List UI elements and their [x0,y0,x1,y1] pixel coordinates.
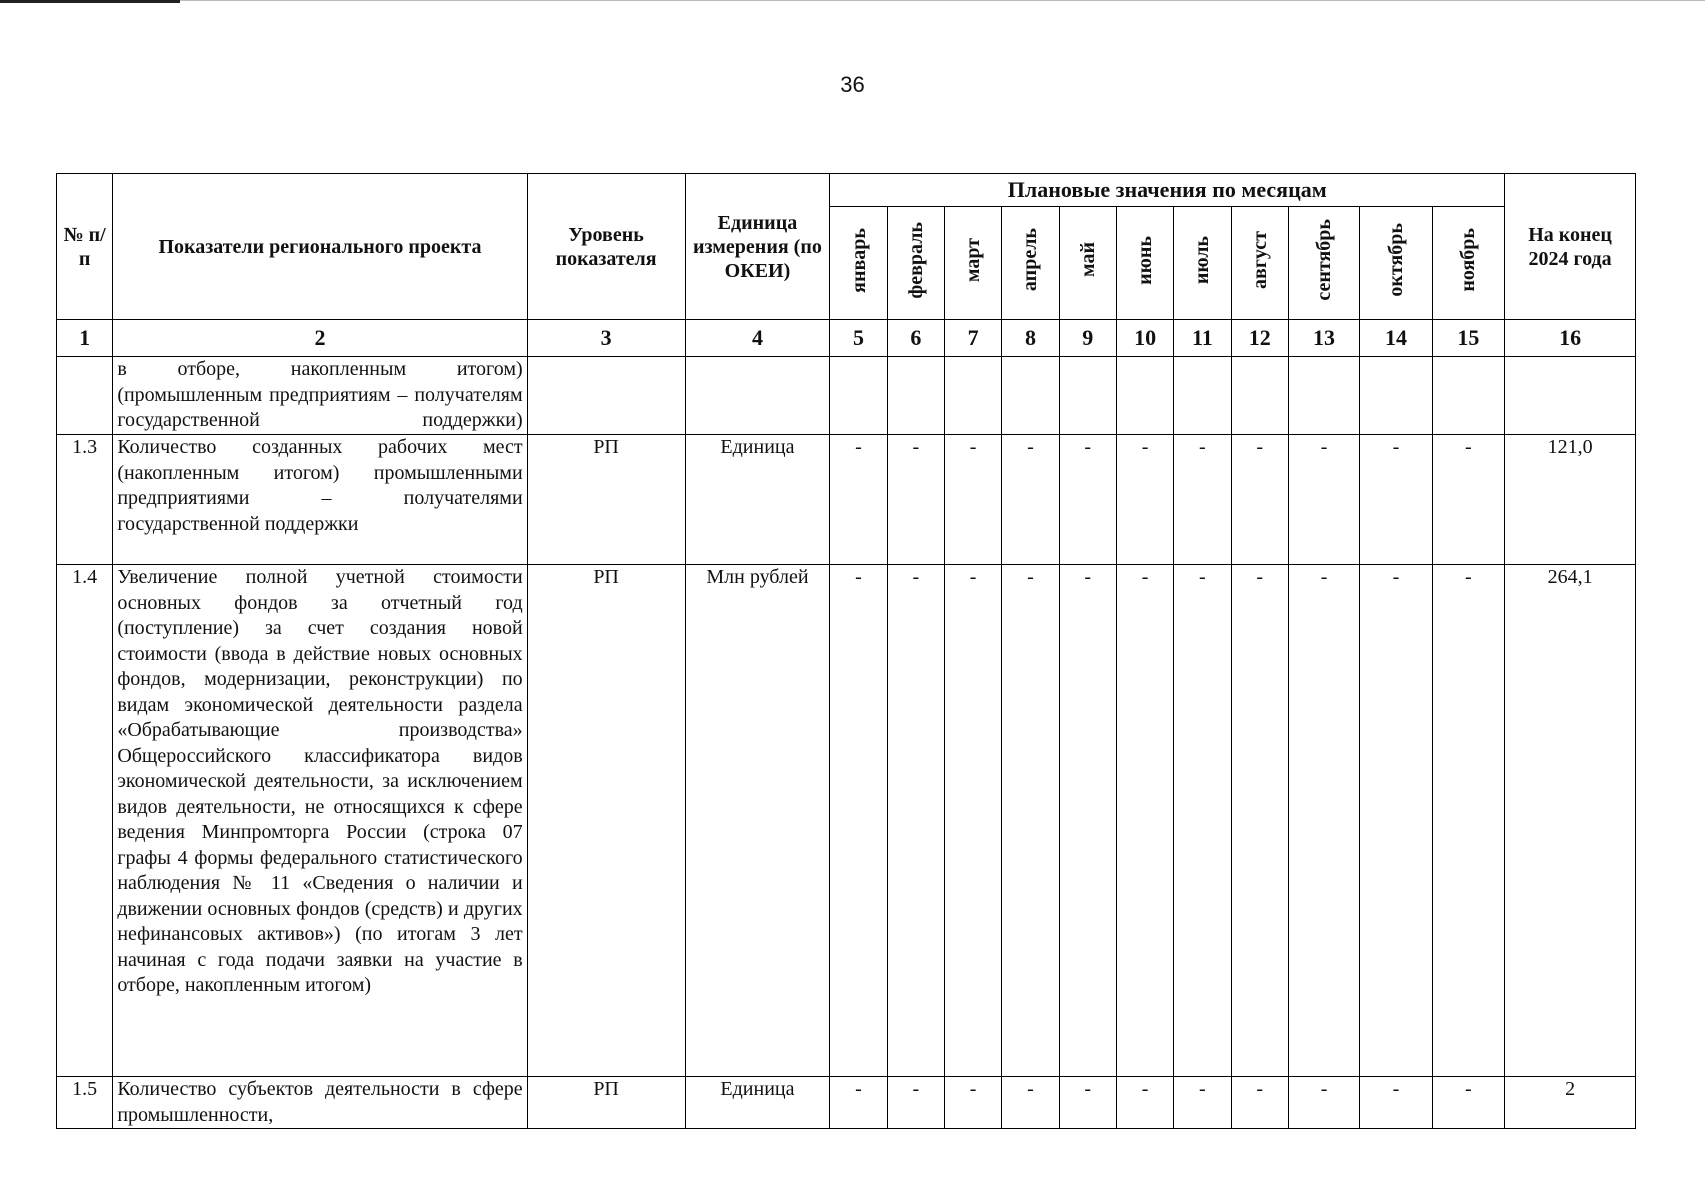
row-month-value: - [887,1077,944,1129]
table-row [57,1077,1636,1129]
month-label: октябрь [1384,223,1407,297]
row-num: 1.4 [57,565,113,1077]
header-month [1360,207,1432,320]
row-month-value: - [830,435,887,565]
row-end-value [1505,357,1636,435]
row-level: РП [527,435,685,565]
row-month-value: - [1360,435,1432,565]
row-month-value [887,357,944,435]
header-unit: Единица измерения (по ОКЕИ) [685,174,830,320]
row-month-value: - [1002,565,1059,1077]
row-level [527,357,685,435]
row-month-value: - [1432,435,1504,565]
column-number: 7 [944,320,1001,357]
row-month-value: - [1288,1077,1359,1129]
header-month [1288,207,1359,320]
row-unit: Единица [685,1077,830,1129]
month-label: март [962,237,985,283]
page-number: 36 [840,72,865,97]
row-month-value [830,357,887,435]
row-unit: Млн рублей [685,565,830,1077]
row-end-value: 264,1 [1505,565,1636,1077]
column-number: 10 [1116,320,1173,357]
header-months-group: Плановые значения по месяцам [830,174,1505,207]
row-month-value: - [1432,565,1504,1077]
row-month-value [1002,357,1059,435]
row-month-value [1059,357,1116,435]
header-num: № п/п [57,174,113,320]
row-month-value: - [1116,565,1173,1077]
row-month-value: - [1360,1077,1432,1129]
column-number: 12 [1231,320,1288,357]
row-month-value: - [1116,1077,1173,1129]
row-month-value [1432,357,1504,435]
row-indicator: Количество субъектов деятельности в сфере промышленности, [113,1077,527,1129]
header-month [1116,207,1173,320]
header-month [1002,207,1059,320]
row-num [57,357,113,435]
month-label: апрель [1019,228,1042,292]
row-level: РП [527,1077,685,1129]
column-number: 11 [1174,320,1231,357]
row-num: 1.3 [57,435,113,565]
row-num: 1.5 [57,1077,113,1129]
row-month-value: - [887,565,944,1077]
header-month [1174,207,1231,320]
row-month-value: - [1116,435,1173,565]
row-month-value: - [1360,565,1432,1077]
month-label: июль [1191,235,1214,285]
month-label: август [1248,231,1271,289]
month-label: июнь [1134,235,1157,285]
row-indicator: Количество созданных рабочих мест (накопленным итогом) промышленными предприятиями – получателями государственной поддержки [113,435,527,565]
header-row-top [57,174,1636,207]
row-month-value: - [1432,1077,1504,1129]
column-number: 13 [1288,320,1359,357]
column-number: 15 [1432,320,1504,357]
row-end-value: 121,0 [1505,435,1636,565]
row-month-value: - [1002,1077,1059,1129]
row-month-value [944,357,1001,435]
row-month-value: - [830,565,887,1077]
column-number: 5 [830,320,887,357]
row-month-value: - [1231,565,1288,1077]
month-label: февраль [904,221,927,299]
column-number: 6 [887,320,944,357]
row-month-value: - [1059,565,1116,1077]
table-row [57,357,1636,435]
month-label: январь [847,227,870,293]
row-month-value: - [887,435,944,565]
row-month-value [1116,357,1173,435]
header-month [1432,207,1504,320]
row-unit: Единица [685,435,830,565]
column-number: 2 [113,320,527,357]
row-month-value: - [830,1077,887,1129]
month-label: ноябрь [1457,228,1480,292]
header-month [944,207,1001,320]
month-label: май [1076,242,1099,278]
row-unit [685,357,830,435]
column-number: 4 [685,320,830,357]
row-month-value: - [1288,565,1359,1077]
header-indicator: Показатели регионального проекта [113,174,527,320]
column-numbers-row [57,320,1636,357]
indicators-table [56,173,1636,1129]
row-month-value: - [1002,435,1059,565]
header-level: Уровень показателя [527,174,685,320]
row-month-value: - [944,435,1001,565]
column-number: 9 [1059,320,1116,357]
column-number: 3 [527,320,685,357]
row-level: РП [527,565,685,1077]
column-number: 16 [1505,320,1636,357]
table-row [57,565,1636,1077]
row-month-value [1174,357,1231,435]
row-month-value: - [1174,435,1231,565]
row-month-value: - [1231,435,1288,565]
row-month-value: - [1231,1077,1288,1129]
row-indicator: в отборе, накопленным итогом) (промышленным предприятиям – получателям государственной поддержки) [113,357,527,435]
row-month-value: - [1059,435,1116,565]
column-number: 1 [57,320,113,357]
header-month [830,207,887,320]
header-month [887,207,944,320]
row-month-value: - [1059,1077,1116,1129]
row-month-value: - [1174,565,1231,1077]
month-label: сентябрь [1313,219,1336,301]
scan-edge-mark [0,0,180,3]
row-month-value [1231,357,1288,435]
header-month [1231,207,1288,320]
row-month-value: - [944,565,1001,1077]
row-month-value: - [944,1077,1001,1129]
row-month-value: - [1288,435,1359,565]
header-month [1059,207,1116,320]
scan-edge-line [180,0,1705,1]
table-row [57,435,1636,565]
column-number: 8 [1002,320,1059,357]
column-number: 14 [1360,320,1432,357]
row-month-value [1288,357,1359,435]
row-month-value: - [1174,1077,1231,1129]
header-end-value: На конец 2024 года [1505,174,1636,320]
row-end-value: 2 [1505,1077,1636,1129]
row-month-value [1360,357,1432,435]
row-indicator: Увеличение полной учетной стоимости основных фондов за отчетный год (поступление) за счет создания новой стоимости (ввода в действие новых основных фондов, модернизации, реконструкции) по видам экономической деятельности раздела «Обрабатывающие производства» Общероссийского классификатора видов экономической деятельности, за исключением видов деятельности, не относящихся к сфере ведения Минпромторга России (строка 07 графы 4 формы федерального статистического наблюдения № 11 «Сведения о наличии и движении основных фондов (средств) и других нефинансовых активов») (по итогам 3 лет начиная с года подачи заявки на участие в отборе, накопленным итогом) [113,565,527,1077]
